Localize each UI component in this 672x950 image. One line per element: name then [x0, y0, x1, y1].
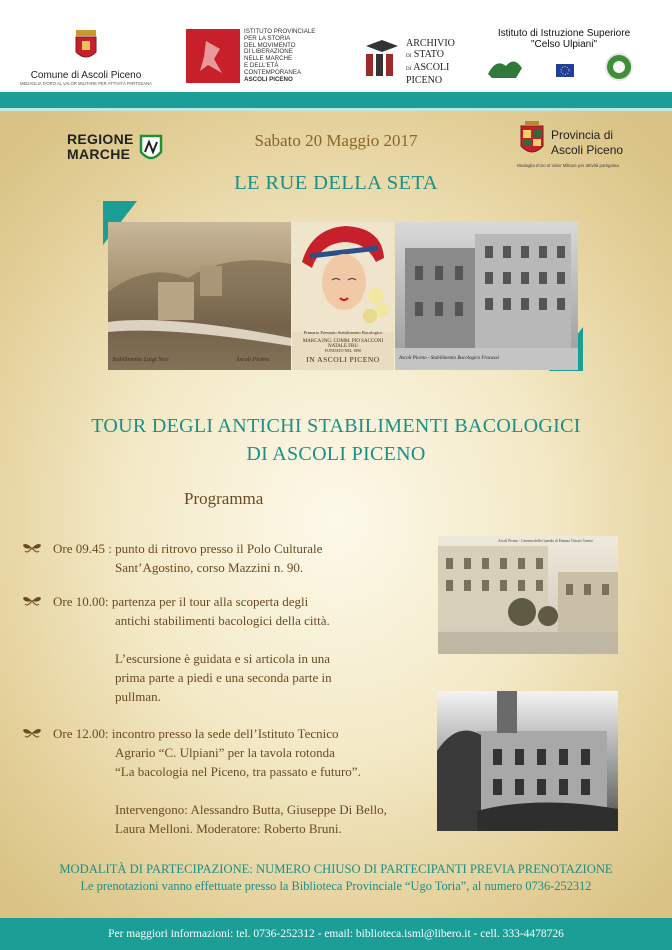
town-illustration	[108, 222, 291, 370]
programma-heading: Programma	[184, 489, 264, 508]
side-photo-finanza	[438, 536, 618, 654]
modalita-text: MODALITÀ DI PARTECIPAZIONE: NUMERO CHIUSO DI PARTECIPANTI PREVIA PRENOTAZIONE	[59, 862, 613, 876]
program-item-3	[53, 724, 387, 838]
provincia-sub: Medaglia d'oro al Valor Militare per attività partigiana	[517, 163, 619, 168]
provincia-line2: Ascoli Piceno	[551, 143, 624, 157]
item3-line3: “La bacologia nel Piceno, tra passato e futuro”.	[115, 764, 361, 779]
photo1-caption-left: Stabilimento Luigi Neri	[112, 357, 169, 363]
item2-line4: L’escursione è guidata e si articola in una	[115, 651, 331, 666]
item3-line5: Intervengono: Alessandro Butta, Giuseppe Di Bello,	[115, 802, 387, 817]
archivio-text: ARCHIVIO DI STATO DI ASCOLI PICENO	[406, 38, 455, 86]
poster-line2: MARCA ING. COMM. PIO SACCONI NATALE FRU	[302, 339, 384, 349]
event-title: LE RUE DELLA SETA	[234, 172, 438, 194]
comune-crest-icon	[73, 28, 99, 64]
photo3-caption: Ascoli Piceno - Stabilimento Bacologico Fracassi	[399, 356, 499, 361]
istituto-red-block	[186, 29, 240, 83]
comune-sub: MEDAGLIA D'ORO AL VALOR MILITARE PER ATTIVITÀ PARTIGIANA	[20, 81, 152, 86]
side-photo-agrario	[437, 691, 618, 831]
item3-line6: Laura Melloni. Moderatore: Roberto Bruni.	[115, 821, 342, 836]
butterfly-icon	[22, 727, 42, 739]
program-item-2	[53, 592, 332, 706]
item2-line2: antichi stabilimenti bacologici della città.	[115, 613, 330, 628]
side-photo1-caption: Ascoli Piceno - Caserma della Guardia di Finanza Vittorio Veneto	[498, 539, 593, 543]
header-band	[0, 92, 672, 108]
subtitle-line1: TOUR DEGLI ANTICHI STABILIMENTI BACOLOGICI	[91, 415, 581, 437]
poster-line1: Primario Premiato Stabilimento Bacologico	[303, 330, 383, 335]
comune-name: Comune di Ascoli Piceno	[30, 70, 142, 81]
logo-strip	[0, 0, 672, 92]
item1-line2: Sant’Agostino, corso Mazzini n. 90.	[115, 560, 304, 575]
ulpiani-seal-icon	[602, 52, 636, 82]
caserma-illustration	[438, 536, 618, 654]
header-band-light	[0, 108, 672, 111]
event-date: Sabato 20 Maggio 2017	[254, 131, 418, 150]
eu-flag-icon	[556, 64, 574, 77]
ulpiani-name: "Celso Ulpiani"	[530, 39, 597, 50]
comune-logo	[20, 28, 152, 86]
item2-line5: prima parte a piedi e una seconda parte in	[115, 670, 332, 685]
istituto-storico-logo	[186, 29, 316, 83]
prenotazioni-text: Le prenotazioni vanno effettuate presso la Biblioteca Provinciale “Ugo Toria”, al numero 0736-252312	[80, 879, 592, 893]
item1-line1: Ore 09.45 : punto di ritrovo presso il Polo Culturale	[53, 541, 323, 556]
ulpiani-title: Istituto di Istruzione Superiore	[497, 28, 631, 39]
provincia-logo	[517, 120, 657, 180]
provincia-line1: Provincia di	[551, 128, 614, 142]
butterfly-icon	[22, 595, 42, 607]
archivio-logo	[362, 36, 462, 86]
footer-contacts: Per maggiori informazioni: tel. 0736-252312 - email: biblioteca.isml@libero.it - cell. 333-4478726	[108, 928, 564, 940]
subtitle-line2: DI ASCOLI PICENO	[246, 443, 426, 465]
figure-icon	[186, 29, 240, 83]
istituto-text: ISTITUTO PROVINCIALE PER LA STORIA DEL MOVIMENTO DI LIBERAZIONE NELLE MARCHE E DELL'ETÀ CONTEMPORANEA ASCOLI PICENO	[244, 28, 316, 83]
ulpiani-emblem-icon	[486, 54, 524, 80]
provincia-crest-icon	[517, 120, 547, 160]
program-item-1	[53, 539, 322, 577]
poster-line4: IN ASCOLI PICENO	[306, 355, 380, 364]
regione-line2: MARCHE	[67, 146, 131, 162]
item2-line1: Ore 10.00: partenza per il tour alla scoperta degli	[53, 594, 309, 609]
agrario-illustration	[437, 691, 618, 831]
item3-line2: Agrario “C. Ulpiani” per la tavola rotonda	[115, 745, 335, 760]
footer-bar	[0, 918, 672, 950]
archivio-books-icon	[362, 36, 402, 80]
poster-sacconi	[292, 222, 394, 370]
photo-stabilimento-neri	[108, 222, 291, 370]
butterfly-icon	[22, 542, 42, 554]
photo1-caption-right: Ascoli Piceno	[236, 357, 270, 363]
ulpiani-logo	[484, 28, 644, 86]
item2-line6: pullman.	[115, 689, 161, 704]
regione-line1: REGIONE	[67, 131, 134, 147]
poster-lady-illustration	[292, 222, 394, 332]
poster-line3: FONDATO NEL 1890	[324, 348, 362, 353]
palazzo-illustration	[395, 222, 578, 370]
photo-stabilimento-fracassi	[395, 222, 578, 370]
item3-line1: Ore 12.00: incontro presso la sede dell’Istituto Tecnico	[53, 726, 339, 741]
